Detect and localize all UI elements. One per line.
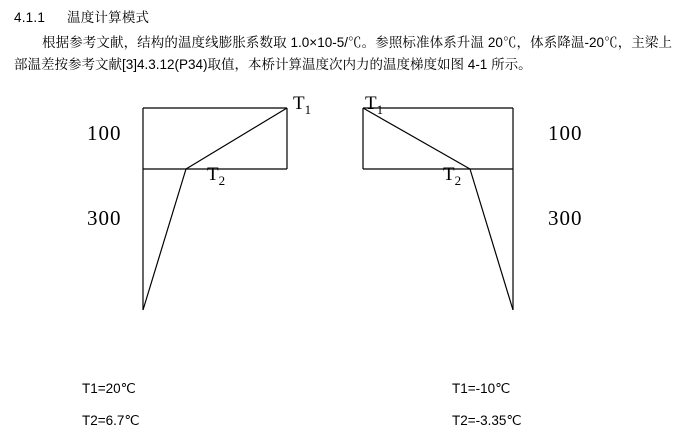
left-gradient-upper — [186, 108, 287, 169]
left-caption-t2: T2=6.7℃ — [82, 413, 140, 428]
left-gradient-lower — [143, 169, 186, 310]
right-t2-label: $T_2$ — [443, 164, 462, 188]
section-number: 4.1.1 — [14, 10, 46, 25]
right-caption-t2: T2=-3.35℃ — [452, 413, 522, 428]
right-dim-top: 100 — [548, 121, 583, 145]
right-dim-bottom: 300 — [548, 206, 583, 230]
left-dim-bottom: 300 — [87, 206, 122, 230]
right-caption-t1: T1=-10℃ — [452, 381, 511, 396]
section-title: 温度计算模式 — [67, 10, 150, 25]
left-t2-label: $T_2$ — [207, 164, 226, 188]
right-t1-label: $T_1$ — [365, 93, 384, 117]
section-heading — [14, 6, 149, 26]
body-paragraph: 根据参考文献，结构的温度线膨胀系数取 1.0×10-5/℃。参照标准体系升温 20℃，体系降温-20℃，主梁上部温差按参考文献[3]4.3.12(P34)取值，本桥计算温度次内力的温度梯度如图 4-1 所示。 — [14, 35, 672, 72]
left-dim-top: 100 — [87, 121, 122, 145]
left-t1-label: $T_1$ — [293, 93, 312, 117]
temperature-gradient-figure — [0, 88, 687, 444]
left-caption-t1: T1=20℃ — [82, 381, 136, 396]
right-gradient-lower — [470, 169, 513, 310]
